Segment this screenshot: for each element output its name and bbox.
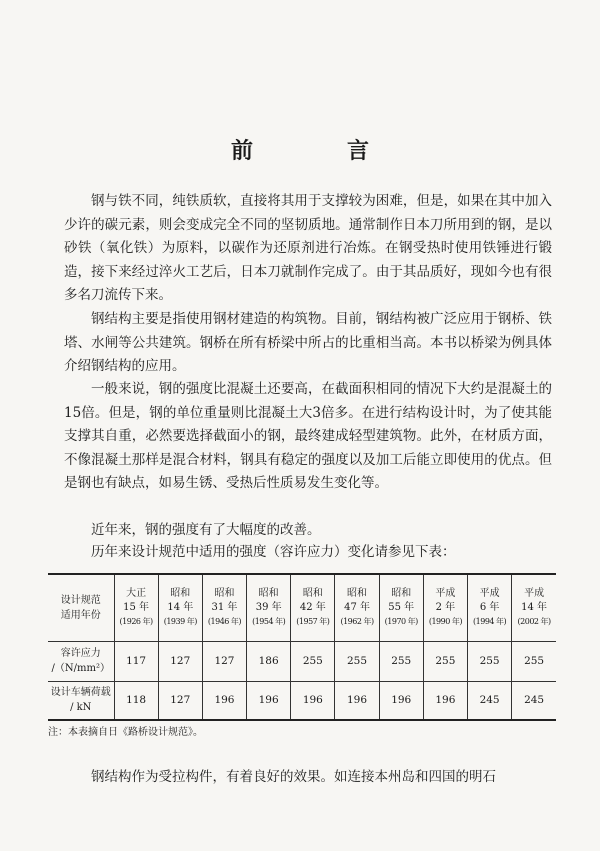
value-cell: 245: [512, 681, 556, 720]
paragraph-tension-members: 钢结构作为受拉构件，有着良好的效果。如连接本州岛和四国的明石: [91, 769, 496, 785]
page-title: 前 言: [230, 138, 405, 164]
value-cell: 255: [468, 641, 512, 681]
year-cell: 昭和 31 年 (1946 年): [202, 574, 246, 641]
year-cell: 昭和 39 年 (1954 年): [247, 574, 291, 641]
paragraph-table-intro: 历年来设计规范中适用的强度（容许应力）变化请参见下表：: [91, 544, 456, 560]
paragraph-steel-vs-iron: 钢与铁不同，纯铁质软，直接将其用于支撑较为困难，但是，如果在其中加入少许的碳元素，则会变成完全不同的坚韧质地。通常制作日本刀所用到的钢，是以砂铁（氧化铁）为原料，以碳作为还原剂进行冶炼。在钢受热时使用铁锤进行锻造，接下来经过淬火工艺后，日本刀就制作完成了。由于其品质好，现如今也有很多名刀流传下来。: [64, 193, 552, 304]
value-cell: 118: [114, 681, 158, 720]
value-cell: 255: [335, 641, 379, 681]
table-row-vehicle-load: [48, 681, 556, 720]
table-note: 注：本表摘自日《路桥设计规范》。: [48, 727, 203, 738]
paragraph-steel-structure: 钢结构主要是指使用钢材建造的构筑物。目前，钢结构被广泛应用于钢桥、铁塔、水闸等公共建筑。钢桥在所有桥梁中所占的比重相当高。本书以桥梁为例具体介绍钢结构的应用。: [64, 311, 552, 375]
row-label-cell: 容许应力 /（N/mm²）: [48, 641, 114, 681]
value-cell: 196: [247, 681, 291, 720]
paragraph-strength: 一般来说，钢的强度比混凝土还要高，在截面积相同的情况下大约是混凝土的15倍。但是，钢的单位重量则比混凝土大3倍多。在进行结构设计时，为了使其能支撑其自重，必然要选择截面小的钢，最终建成轻型建筑物。此外，在材质方面，不像混凝土那样是混合材料，钢具有稳定的强度以及加工后能立即使用的优点。但是钢也有缺点，如易生锈、受热后性质易发生变化等。: [64, 381, 552, 492]
strength-history-table: [48, 573, 556, 721]
value-cell: 127: [202, 641, 246, 681]
value-cell: 255: [423, 641, 467, 681]
row-label-cell: 设计车辆荷载 / kN: [48, 681, 114, 720]
year-cell: 昭和 47 年 (1962 年): [335, 574, 379, 641]
year-cell: 平成 14 年 (2002 年): [512, 574, 556, 641]
value-cell: 196: [423, 681, 467, 720]
value-cell: 255: [291, 641, 335, 681]
table-row-allowable-stress: [48, 641, 556, 681]
header-label-cell: [48, 574, 114, 641]
paragraph-recent-improvement: 近年来，钢的强度有了大幅度的改善。: [91, 522, 321, 538]
header-label-line: 适用年份: [60, 609, 101, 621]
value-cell: 196: [379, 681, 423, 720]
value-cell: 127: [158, 681, 202, 720]
table-header-row: [48, 574, 556, 641]
header-label-line: 设计规范: [60, 594, 101, 606]
value-cell: 255: [379, 641, 423, 681]
value-cell: 186: [247, 641, 291, 681]
year-cell: 平成 6 年 (1994 年): [468, 574, 512, 641]
value-cell: 255: [512, 641, 556, 681]
value-cell: 196: [202, 681, 246, 720]
value-cell: 245: [468, 681, 512, 720]
year-cell: 昭和 55 年 (1970 年): [379, 574, 423, 641]
year-cell: 大正 15 年 (1926 年): [114, 574, 158, 641]
value-cell: 196: [291, 681, 335, 720]
year-cell: 平成 2 年 (1990 年): [423, 574, 467, 641]
value-cell: 117: [114, 641, 158, 681]
year-cell: 昭和 14 年 (1939 年): [158, 574, 202, 641]
year-cell: 昭和 42 年 (1957 年): [291, 574, 335, 641]
value-cell: 127: [158, 641, 202, 681]
value-cell: 196: [335, 681, 379, 720]
